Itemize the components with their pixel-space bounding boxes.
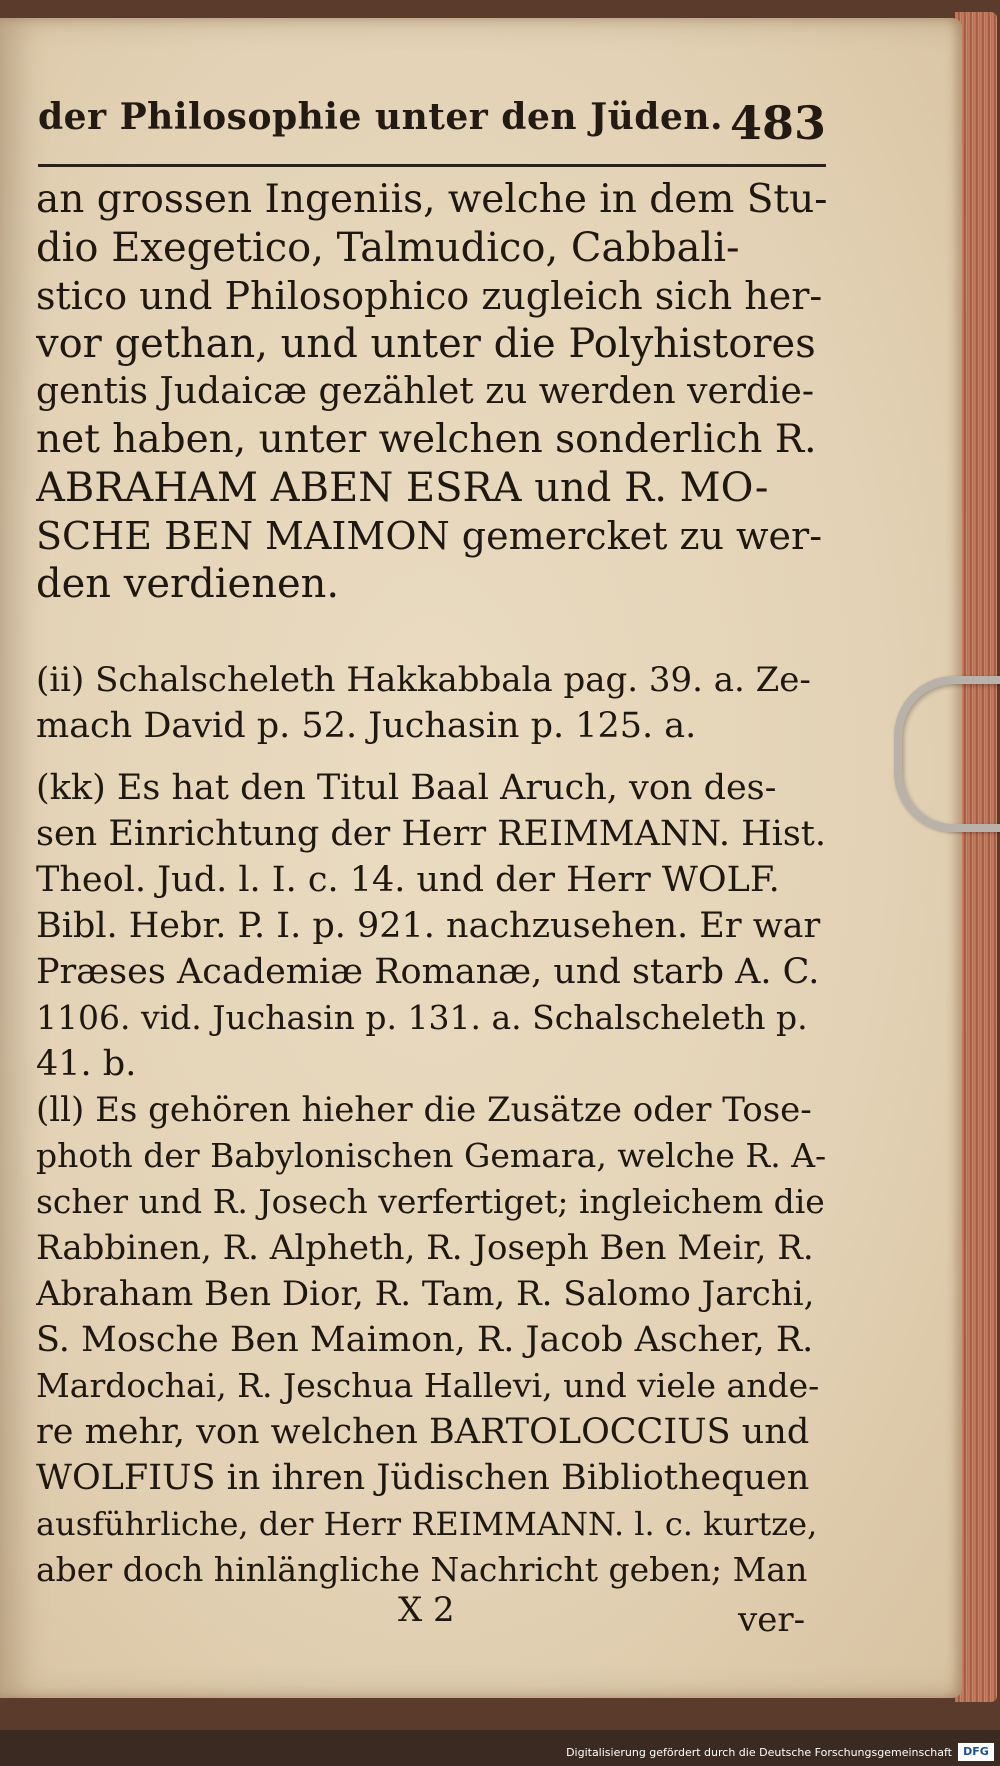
book-page [0,18,962,1698]
body-line: gentis Judaicæ gezählet zu werden verdie- [36,371,814,412]
footnote-ll-line: (ll) Es gehören hieher die Zusätze oder Tose- [36,1090,812,1130]
running-title: der Philosophie unter den Jüden. [38,96,724,138]
body-line: den verdienen. [36,561,340,607]
footnote-ii-line: (ii) Schalscheleth Hakkabbala pag. 39. a. Ze- [36,660,811,700]
catchword: ver- [738,1600,806,1640]
footnote-ll-line: WOLFIUS in ihren Jüdischen Bibliothequen [36,1458,810,1498]
footnote-ll-line: Rabbinen, R. Alpheth, R. Joseph Ben Meir, R. [36,1228,814,1268]
page-clip-ring [894,676,1000,832]
footnote-kk-line: 41. b. [36,1044,137,1084]
footnote-kk-line: 1106. vid. Juchasin p. 131. a. Schalscheleth p. [36,998,808,1037]
footnote-ll-line: Mardochai, R. Jeschua Hallevi, und viele ande- [36,1366,820,1405]
body-line: stico und Philosophico zugleich sich her- [36,274,823,318]
footnote-ll-line: scher und R. Josech verfertiget; ingleichem die [36,1182,825,1221]
footnote-ll-line: S. Mosche Ben Maimon, R. Jacob Ascher, R. [36,1320,814,1360]
body-line: dio Exegetico, Talmudico, Cabbali- [36,225,740,271]
page-header [38,88,826,167]
footnote-ll-line: ausführliche, der Herr REIMMANN. l. c. kurtze, [36,1505,818,1543]
footnote-ll-line: aber doch hinlängliche Nachricht geben; Man [36,1550,808,1589]
footnote-kk-line: Præses Academiæ Romanæ, und starb A. C. [36,952,820,992]
footnote-ii-line: mach David p. 52. Juchasin p. 125. a. [36,706,697,746]
footnote-kk-line: Bibl. Hebr. P. I. p. 921. nachzusehen. Er war [36,906,821,946]
dfg-credit-text: Digitalisierung gefördert durch die Deutsche Forschungsgemeinschaft [566,1746,952,1759]
footnote-ll-line: Abraham Ben Dior, R. Tam, R. Salomo Jarchi, [36,1274,815,1314]
body-line: an grossen Ingeniis, welche in dem Stu- [36,177,828,222]
signature-mark: X 2 [398,1590,455,1630]
footnote-ll-line: photh der Babylonischen Gemara, welche R. A- [36,1136,827,1175]
footnote-kk-line: (kk) Es hat den Titul Baal Aruch, von des- [36,768,777,808]
footnote-ll-line: re mehr, von welchen BARTOLOCCIUS und [36,1412,810,1452]
dfg-logo: DFG [958,1743,994,1761]
footnote-kk-line: Theol. Jud. l. I. c. 14. und der Herr WOLF. [36,860,780,900]
page-number: 483 [729,96,826,150]
body-line: net haben, unter welchen sonderlich R. [36,417,817,462]
body-line: SCHE BEN MAIMON gemercket zu wer- [36,514,823,558]
footnote-kk-line: sen Einrichtung der Herr REIMMANN. Hist. [36,814,826,854]
body-line: vor gethan, und unter die Polyhistores [36,321,816,367]
body-line: ABRAHAM ABEN ESRA und R. MO- [36,465,769,511]
